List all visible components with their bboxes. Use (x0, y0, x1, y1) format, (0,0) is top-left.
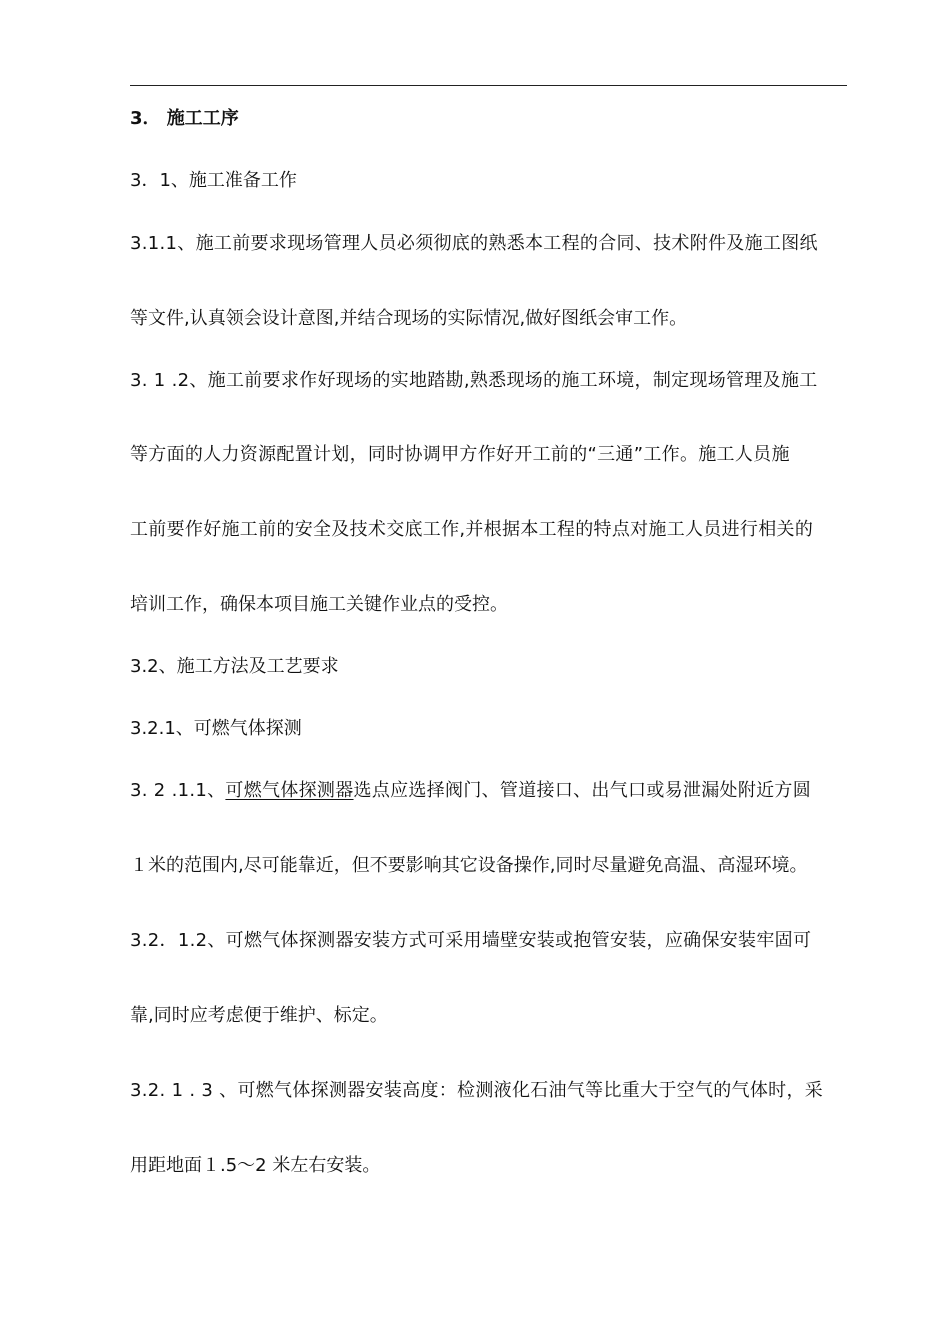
paragraph-3-1-1-line-1: 3.1.1、施工前要求现场管理人员必须彻底的熟悉本工程的合同、技术附件及施工图纸 (130, 233, 818, 254)
section-heading-3-2: 3.2、施工方法及工艺要求 (130, 656, 339, 677)
paragraph-3-1-2-line-4: 培训工作，确保本项目施工关键作业点的受控。 (130, 594, 508, 615)
underlined-term: 可燃气体探测器 (225, 780, 354, 801)
paragraph-3-2-1-3-line-2: 用距地面１.5～2 米左右安装。 (130, 1155, 381, 1176)
paragraph-3-2-1-1-line-1 (130, 779, 850, 803)
paragraph-3-2-1-3-line-1: 3.2. 1 . 3 、可燃气体探测器安装高度：检测液化石油气等比重大于空气的气体时，采 (130, 1080, 824, 1101)
paragraph-3-1-2-line-1: 3. 1 .2、施工前要求作好现场的实地踏勘,熟悉现场的施工环境，制定现场管理及施工 (130, 370, 818, 391)
section-heading-3-2-1: 3.2.1、可燃气体探测 (130, 718, 302, 739)
paragraph-3-1-2-line-2: 等方面的人力资源配置计划，同时协调甲方作好开工前的“三通”工作。施工人员施 (130, 444, 790, 465)
paragraph-3-2-1-1-text: 选点应选择阀门、管道接口、出气口或易泄漏处附近方圆 (353, 780, 812, 801)
paragraph-3-2-1-1-line-2: １米的范围内,尽可能靠近，但不要影响其它设备操作,同时尽量避免高温、高湿环境。 (130, 855, 808, 876)
section-heading-3-1: 3．1、施工准备工作 (130, 170, 297, 191)
paragraph-3-2-1-2-line-2: 靠,同时应考虑便于维护、标定。 (130, 1005, 388, 1026)
paragraph-3-1-1-line-2: 等文件,认真领会设计意图,并结合现场的实际情况,做好图纸会审工作。 (130, 308, 688, 329)
paragraph-3-1-2-line-3: 工前要作好施工前的安全及技术交底工作,并根据本工程的特点对施工人员进行相关的 (130, 519, 814, 540)
section-heading-3: 3． 施工工序 (130, 108, 239, 129)
header-rule (130, 85, 847, 86)
paragraph-3-2-1-1-number: 3. 2 .1.1、 (130, 780, 226, 801)
paragraph-3-2-1-2-line-1: 3.2．1.2、可燃气体探测器安装方式可采用墙壁安装或抱管安装，应确保安装牢固可 (130, 930, 812, 951)
